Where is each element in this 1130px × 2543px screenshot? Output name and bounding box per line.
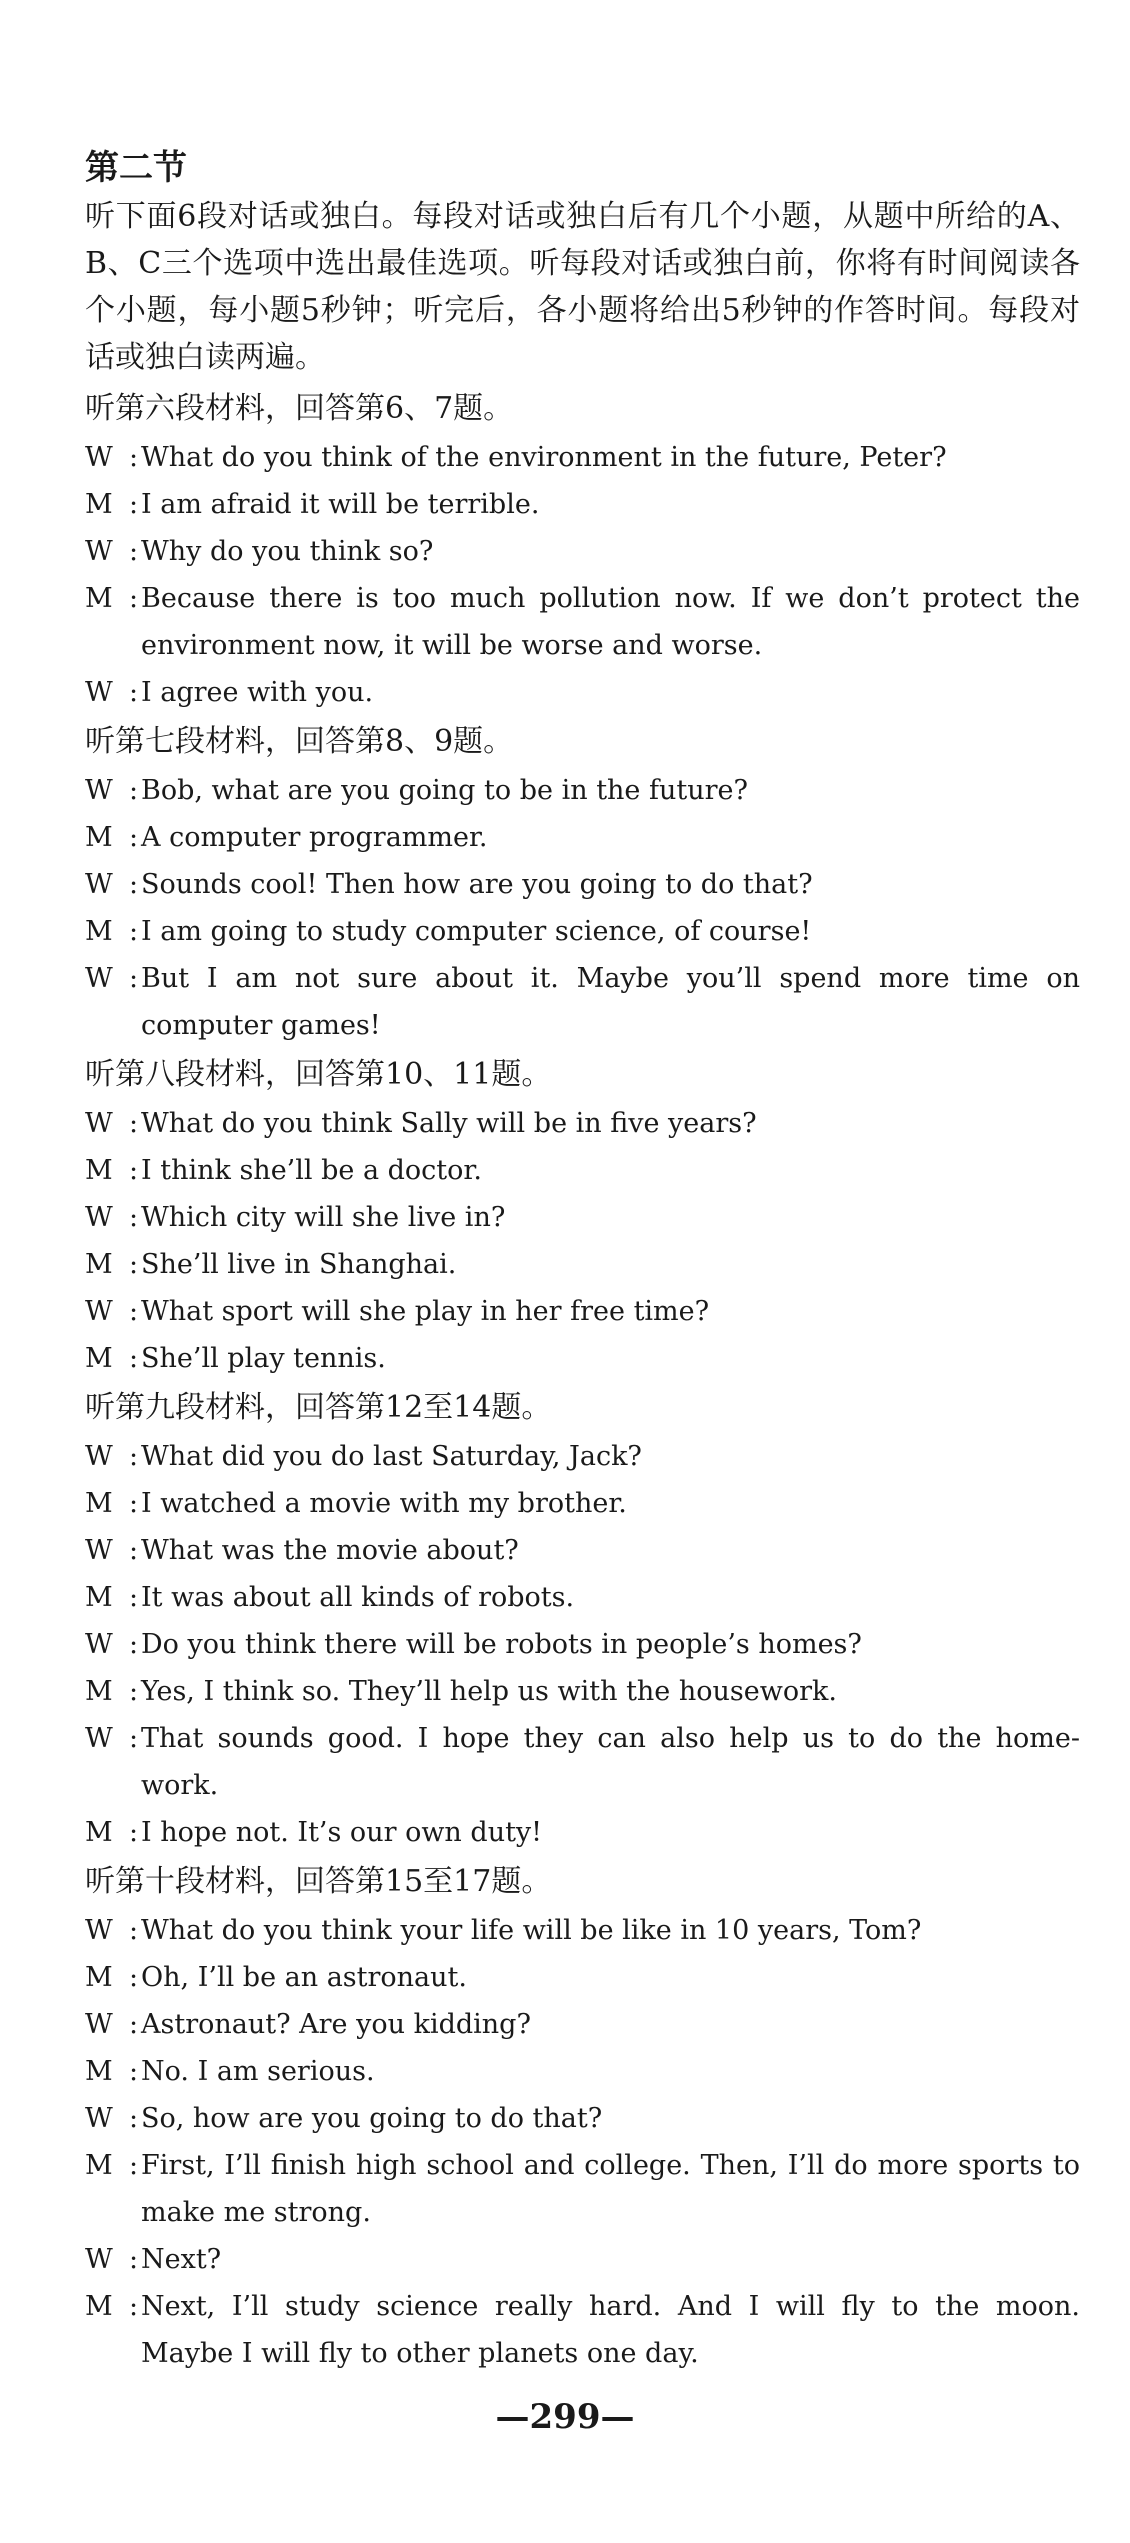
dialogue-line (85, 955, 1080, 1049)
dialogue-line (85, 1241, 1080, 1288)
dialogue-line (85, 1147, 1080, 1194)
utterance-text: What did you do last Saturday, Jack? (141, 1441, 642, 1472)
speaker-label: W (85, 536, 113, 567)
utterance-text: Why do you think so? (141, 536, 434, 567)
speaker-label: W (85, 1202, 113, 1233)
instructions-paragraph: 听下面6段对话或独白。每段对话或独白后有几个小题，从题中所给的A、B、C三个选项中选出最佳选项。听每段对话或独白前，你将有时间阅读各个小题，每小题5秒钟；听完后，各小题将给出5秒钟的作答时间。每段对话或独白读两遍。 (85, 199, 1080, 375)
speaker-label: M (85, 489, 113, 520)
speaker-label: W (85, 442, 113, 473)
dialogue-line (85, 2048, 1080, 2095)
utterance-text: I agree with you. (141, 677, 374, 708)
utterance-text: She’ll live in Shanghai. (141, 1249, 457, 1280)
utterance-text: Next? (141, 2244, 222, 2275)
speaker-colon: : (129, 963, 139, 994)
material-title: 听第六段材料，回答第6、7题。 (85, 391, 514, 426)
utterance-text: What do you think your life will be like in 10 years, Tom? (141, 1915, 922, 1946)
speaker-colon: : (129, 1962, 139, 1993)
speaker-colon: : (129, 1582, 139, 1613)
dialogue-line (85, 1433, 1080, 1480)
dialogue-line (85, 434, 1080, 481)
dialogue-line (85, 1954, 1080, 2001)
speaker-label: W (85, 1915, 113, 1946)
speaker-label: W (85, 1296, 113, 1327)
dialogue-line (85, 1335, 1080, 1382)
material-title: 听第十段材料，回答第15至17题。 (85, 1864, 552, 1899)
speaker-label: M (85, 1676, 113, 1707)
speaker-colon: : (129, 916, 139, 947)
speaker-label: W (85, 2103, 113, 2134)
speaker-label: M (85, 1249, 113, 1280)
utterance-text: Oh, I’ll be an astronaut. (141, 1962, 467, 1993)
dialogue-line (85, 1907, 1080, 1954)
speaker-colon: : (129, 442, 139, 473)
speaker-label: M (85, 583, 113, 614)
utterance-text: But I am not sure about it. Maybe you’ll spend more time on computer games! (141, 963, 1080, 1041)
utterance-text: What was the movie about? (141, 1535, 519, 1566)
speaker-colon: : (129, 1343, 139, 1374)
material-title: 听第七段材料，回答第8、9题。 (85, 724, 514, 759)
speaker-colon: : (129, 1441, 139, 1472)
speaker-colon: : (129, 822, 139, 853)
speaker-label: M (85, 1155, 113, 1186)
dialogue-line (85, 1100, 1080, 1147)
material-title: 听第九段材料，回答第12至14题。 (85, 1390, 552, 1425)
dialogue-line (85, 2236, 1080, 2283)
speaker-colon: : (129, 1249, 139, 1280)
speaker-colon: : (129, 2056, 139, 2087)
utterance-text: No. I am serious. (141, 2056, 375, 2087)
utterance-text: So, how are you going to do that? (141, 2103, 603, 2134)
speaker-label: M (85, 1962, 113, 1993)
utterance-text: Next, I’ll study science really hard. And I will fly to the moon. Maybe I will fly to other planets one day. (141, 2291, 1080, 2369)
utterance-text: That sounds good. I hope they can also help us to do the home-work. (141, 1723, 1080, 1801)
section-heading: 第二节 (85, 148, 187, 188)
page-number: —299— (495, 2397, 635, 2437)
utterance-text: First, I’ll finish high school and college. Then, I’ll do more sports to make me strong. (141, 2150, 1080, 2228)
dialogue-line (85, 1194, 1080, 1241)
dialogue-line (85, 2283, 1080, 2377)
speaker-colon: : (129, 677, 139, 708)
dialogue-sections (85, 385, 1080, 2377)
utterance-text: I am going to study computer science, of course! (141, 916, 812, 947)
utterance-text: It was about all kinds of robots. (141, 1582, 575, 1613)
speaker-colon: : (129, 1915, 139, 1946)
material-title: 听第八段材料，回答第10、11题。 (85, 1057, 552, 1092)
speaker-label: W (85, 2009, 113, 2040)
speaker-label: M (85, 916, 113, 947)
utterance-text: Sounds cool! Then how are you going to do that? (141, 869, 813, 900)
utterance-text: I am afraid it will be terrible. (141, 489, 540, 520)
speaker-colon: : (129, 489, 139, 520)
speaker-colon: : (129, 2244, 139, 2275)
speaker-label: W (85, 1535, 113, 1566)
utterance-text: Yes, I think so. They’ll help us with the housework. (141, 1676, 837, 1707)
utterance-text: Which city will she live in? (141, 1202, 506, 1233)
dialogue-line (85, 1288, 1080, 1335)
speaker-label: W (85, 677, 113, 708)
utterance-text: Do you think there will be robots in people’s homes? (141, 1629, 862, 1660)
speaker-colon: : (129, 1202, 139, 1233)
speaker-colon: : (129, 536, 139, 567)
utterance-text: I hope not. It’s our own duty! (141, 1817, 543, 1848)
speaker-label: M (85, 1343, 113, 1374)
speaker-label: M (85, 822, 113, 853)
utterance-text: I watched a movie with my brother. (141, 1488, 627, 1519)
dialogue-line (85, 481, 1080, 528)
speaker-label: M (85, 1582, 113, 1613)
dialogue-line (85, 575, 1080, 669)
speaker-label: W (85, 775, 113, 806)
speaker-colon: : (129, 1817, 139, 1848)
dialogue-line (85, 1668, 1080, 1715)
speaker-colon: : (129, 2291, 139, 2322)
speaker-colon: : (129, 1676, 139, 1707)
utterance-text: What do you think of the environment in the future, Peter? (141, 442, 947, 473)
speaker-colon: : (129, 1723, 139, 1754)
speaker-label: M (85, 1488, 113, 1519)
dialogue-line (85, 1621, 1080, 1668)
speaker-colon: : (129, 2009, 139, 2040)
speaker-colon: : (129, 2150, 139, 2181)
speaker-colon: : (129, 775, 139, 806)
dialogue-line (85, 1527, 1080, 1574)
dialogue-line (85, 2142, 1080, 2236)
utterance-text: She’ll play tennis. (141, 1343, 386, 1374)
speaker-colon: : (129, 1488, 139, 1519)
speaker-label: W (85, 1723, 113, 1754)
speaker-colon: : (129, 1629, 139, 1660)
dialogue-line (85, 1480, 1080, 1527)
speaker-colon: : (129, 869, 139, 900)
speaker-label: M (85, 2291, 113, 2322)
dialogue-line (85, 669, 1080, 716)
utterance-text: Because there is too much pollution now. If we don’t protect the environment now, it will be worse and worse. (141, 583, 1080, 661)
utterance-text: Bob, what are you going to be in the future? (141, 775, 748, 806)
speaker-label: W (85, 963, 113, 994)
speaker-label: W (85, 1108, 113, 1139)
utterance-text: Astronaut? Are you kidding? (141, 2009, 531, 2040)
speaker-label: W (85, 2244, 113, 2275)
speaker-colon: : (129, 1296, 139, 1327)
speaker-label: M (85, 1817, 113, 1848)
speaker-label: W (85, 1629, 113, 1660)
dialogue-line (85, 767, 1080, 814)
dialogue-line (85, 2095, 1080, 2142)
dialogue-line (85, 1809, 1080, 1856)
dialogue-line (85, 1715, 1080, 1809)
utterance-text: What sport will she play in her free time? (141, 1296, 710, 1327)
utterance-text: What do you think Sally will be in five years? (141, 1108, 757, 1139)
dialogue-line (85, 814, 1080, 861)
speaker-label: W (85, 869, 113, 900)
speaker-colon: : (129, 1155, 139, 1186)
utterance-text: I think she’ll be a doctor. (141, 1155, 482, 1186)
dialogue-line (85, 908, 1080, 955)
transcript-content (85, 145, 1080, 2377)
dialogue-line (85, 2001, 1080, 2048)
speaker-label: M (85, 2150, 113, 2181)
dialogue-line (85, 861, 1080, 908)
speaker-label: W (85, 1441, 113, 1472)
dialogue-line (85, 528, 1080, 575)
speaker-label: M (85, 2056, 113, 2087)
dialogue-line (85, 1574, 1080, 1621)
speaker-colon: : (129, 1108, 139, 1139)
speaker-colon: : (129, 583, 139, 614)
speaker-colon: : (129, 2103, 139, 2134)
utterance-text: A computer programmer. (141, 822, 488, 853)
speaker-colon: : (129, 1535, 139, 1566)
